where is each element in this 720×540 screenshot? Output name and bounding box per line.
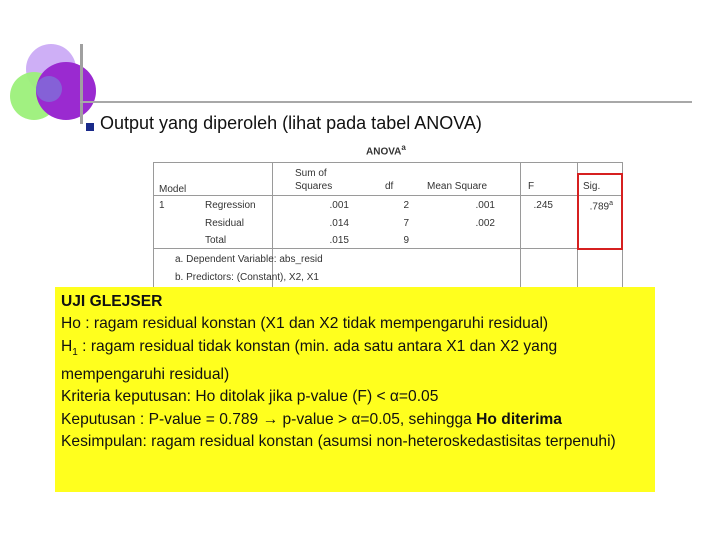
bullet-icon [86, 123, 94, 131]
sig-highlight-box [577, 173, 623, 250]
cell-ss: .014 [329, 218, 349, 229]
slide-bullet-text: Output yang diperoleh (lihat pada tabel ANOVA) [100, 113, 482, 133]
arrow-icon: → [262, 410, 279, 428]
cell-df: 2 [403, 200, 409, 211]
hypothesis-ho: Ho : ragam residual konstan (X1 dan X2 tidak mempengaruhi residual) [61, 315, 549, 333]
footnote-b: b. Predictors: (Constant), X2, X1 [175, 272, 319, 283]
decorative-vertical-line [80, 44, 83, 124]
header-sum-of-squares-2: Squares [295, 181, 333, 192]
header-model: Model [159, 184, 187, 195]
header-sum-of-squares-1: Sum of [295, 168, 327, 179]
header-f: F [528, 181, 535, 192]
header-sig: Sig. [583, 181, 601, 192]
row-label: Residual [205, 218, 244, 229]
row-label: Total [205, 235, 227, 246]
cell-ms: .001 [475, 200, 495, 211]
footnote-a: a. Dependent Variable: abs_resid [175, 254, 323, 265]
header-mean-square: Mean Square [427, 181, 488, 192]
cell-df: 9 [403, 235, 409, 246]
cell-ss: .001 [329, 200, 349, 211]
row-label: Regression [205, 200, 256, 211]
decorative-circle-overlap [36, 76, 62, 102]
model-number: 1 [159, 200, 165, 211]
decision-criteria: Kriteria keputusan: Ho ditolak jika p-value (F) < α=0.05 [61, 388, 439, 406]
cell-ss: .015 [329, 235, 349, 246]
explanation-panel [55, 287, 655, 492]
decorative-horizontal-line [80, 101, 692, 103]
cell-df: 7 [403, 218, 409, 229]
cell-sig: .789$^a$ [589, 200, 613, 213]
decision: Keputusan : P-value = 0.789 → p-value > α=0.05, sehingga Ho diterima [61, 410, 562, 428]
conclusion: Kesimpulan: ragam residual konstan (asumsi non-heteroskedastisitas terpenuhi) [61, 432, 616, 450]
header-df: df [385, 181, 394, 192]
cell-ms: .002 [475, 218, 495, 229]
anova-title: ANOVA$^a$ [366, 143, 406, 158]
cell-f: .245 [533, 200, 553, 211]
hypothesis-h1: $H_1$ : ragam residual tidak konstan (min. ada satu antara X1 dan X2 yang mempengaruhi residual) [61, 337, 558, 383]
panel-title: UJI GLEJSER [61, 293, 163, 310]
